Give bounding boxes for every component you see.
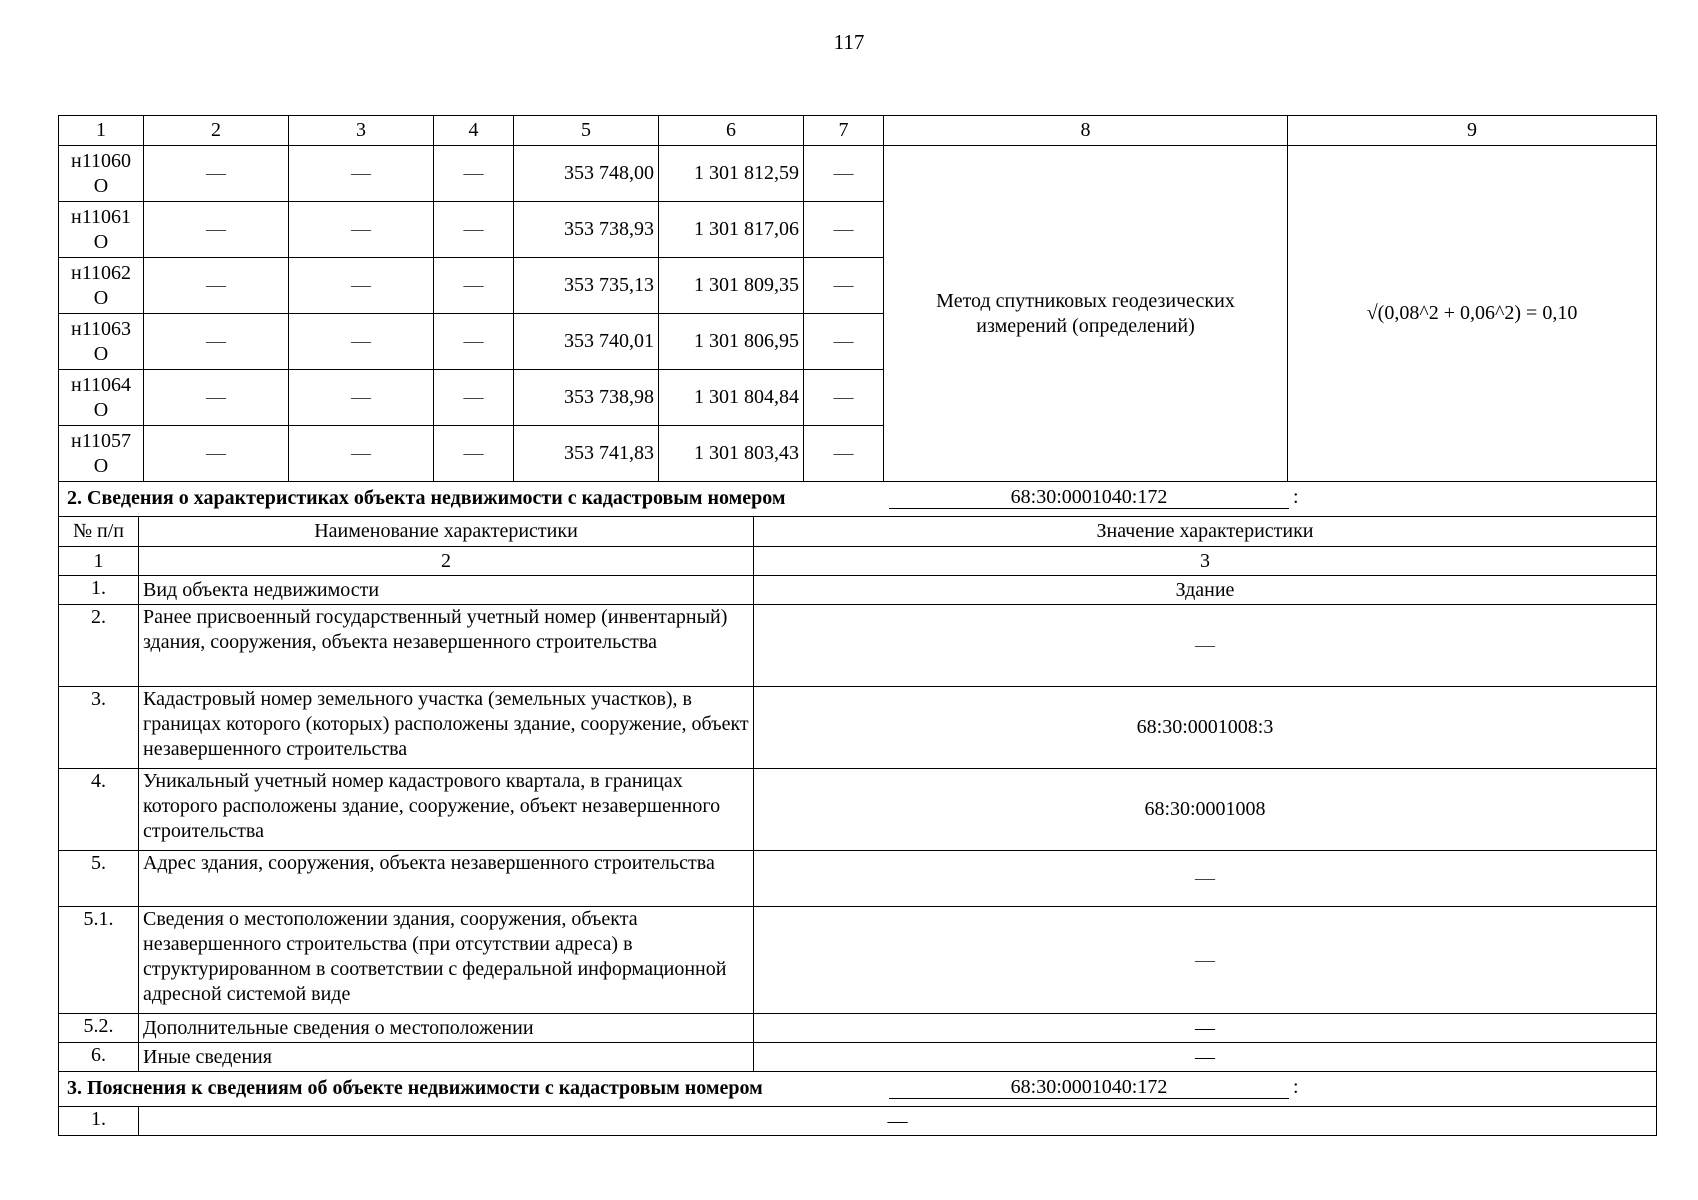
section-2-header bbox=[59, 482, 1657, 517]
coord-y: 1 301 817,06 bbox=[659, 202, 804, 258]
point-name: н11057 О bbox=[59, 426, 144, 482]
table-row bbox=[59, 907, 1657, 1014]
col-number: 1 bbox=[59, 547, 139, 576]
cell-value: — bbox=[434, 370, 514, 426]
characteristic-name: Ранее присвоенный государственный учетный номер (инвентарный) здания, сооружения, объекта незавершенного строительства bbox=[139, 605, 754, 687]
table-row bbox=[59, 851, 1657, 907]
cell-value: — bbox=[289, 258, 434, 314]
row-number: 6. bbox=[59, 1043, 139, 1072]
characteristic-name: Адрес здания, сооружения, объекта незавершенного строительства bbox=[139, 851, 754, 907]
cell-value: — bbox=[144, 370, 289, 426]
cell-value: — bbox=[804, 146, 884, 202]
coord-x: 353 740,01 bbox=[514, 314, 659, 370]
col-header: 1 bbox=[59, 116, 144, 146]
point-name: н11061 О bbox=[59, 202, 144, 258]
row-number: 2. bbox=[59, 605, 139, 687]
table-row bbox=[59, 146, 1657, 202]
col-header: 5 bbox=[514, 116, 659, 146]
col-header: 6 bbox=[659, 116, 804, 146]
cell-value: — bbox=[804, 370, 884, 426]
table-row bbox=[59, 576, 1657, 605]
section-3-header-row bbox=[59, 1072, 1657, 1107]
page-number: 117 bbox=[833, 30, 865, 54]
row-number: 5.2. bbox=[59, 1014, 139, 1043]
cell-value: — bbox=[804, 426, 884, 482]
row-number: 1. bbox=[59, 576, 139, 605]
coord-x: 353 748,00 bbox=[514, 146, 659, 202]
section-2-colon: : bbox=[1293, 486, 1299, 508]
cell-value: — bbox=[144, 314, 289, 370]
col-header: 3 bbox=[289, 116, 434, 146]
coords-header-row bbox=[59, 116, 1657, 146]
characteristics-table bbox=[58, 481, 1657, 1136]
cell-value: — bbox=[144, 426, 289, 482]
cell-value: — bbox=[804, 314, 884, 370]
section-2-title: 2. Сведения о характеристиках объекта недвижимости с кадастровым номером bbox=[67, 487, 786, 509]
col-numbers-row bbox=[59, 547, 1657, 576]
characteristic-name: Дополнительные сведения о местоположении bbox=[139, 1014, 754, 1043]
cell-value: — bbox=[434, 314, 514, 370]
cell-value: — bbox=[289, 202, 434, 258]
section-2-cadastral-number: 68:30:0001040:172 bbox=[889, 486, 1289, 509]
characteristic-name: Сведения о местоположении здания, сооружения, объекта незавершенного строительства (при отсутствии адреса) в структурированном в соответствии с федеральной информационной адресной системой виде bbox=[139, 907, 754, 1014]
col-header: № п/п bbox=[59, 517, 139, 547]
characteristic-value: — bbox=[754, 605, 1657, 687]
table-row bbox=[59, 605, 1657, 687]
point-name: н11064 О bbox=[59, 370, 144, 426]
section-2-header-row bbox=[59, 482, 1657, 517]
section-3-title: 3. Пояснения к сведениям об объекте недвижимости с кадастровым номером bbox=[67, 1077, 763, 1099]
col-header: 8 bbox=[884, 116, 1288, 146]
characteristic-value: 68:30:0001008:3 bbox=[754, 687, 1657, 769]
col-headers-row bbox=[59, 517, 1657, 547]
col-header: 9 bbox=[1288, 116, 1657, 146]
cell-value: — bbox=[804, 202, 884, 258]
characteristic-value: — bbox=[754, 1014, 1657, 1043]
characteristic-name: Кадастровый номер земельного участка (земельных участков), в границах которого (которых) расположены здание, сооружение, объект незавершенного строительства bbox=[139, 687, 754, 769]
table-row bbox=[59, 769, 1657, 851]
coord-y: 1 301 804,84 bbox=[659, 370, 804, 426]
coord-x: 353 735,13 bbox=[514, 258, 659, 314]
coord-y: 1 301 806,95 bbox=[659, 314, 804, 370]
row-number: 3. bbox=[59, 687, 139, 769]
row-number: 1. bbox=[59, 1107, 139, 1136]
col-header: 7 bbox=[804, 116, 884, 146]
section-3-colon: : bbox=[1293, 1076, 1299, 1098]
section-3-header bbox=[59, 1072, 1657, 1107]
coord-y: 1 301 809,35 bbox=[659, 258, 804, 314]
characteristic-value: Здание bbox=[754, 576, 1657, 605]
cell-value: — bbox=[144, 258, 289, 314]
cell-value: — bbox=[144, 202, 289, 258]
coord-x: 353 738,93 bbox=[514, 202, 659, 258]
coord-y: 1 301 803,43 bbox=[659, 426, 804, 482]
col-header: Наименование характеристики bbox=[139, 517, 754, 547]
cell-value: — bbox=[289, 370, 434, 426]
cell-value: — bbox=[289, 426, 434, 482]
cell-value: — bbox=[289, 146, 434, 202]
table-row bbox=[59, 1043, 1657, 1072]
row-number: 5. bbox=[59, 851, 139, 907]
col-number: 2 bbox=[139, 547, 754, 576]
explanation-value: — bbox=[139, 1107, 1657, 1136]
cell-value: — bbox=[434, 202, 514, 258]
col-header: 4 bbox=[434, 116, 514, 146]
cell-value: — bbox=[289, 314, 434, 370]
cell-value: — bbox=[144, 146, 289, 202]
method-cell: Метод спутниковых геодезических измерений (определений) bbox=[884, 146, 1288, 482]
coord-x: 353 738,98 bbox=[514, 370, 659, 426]
cell-value: — bbox=[434, 258, 514, 314]
section-3-cadastral-number: 68:30:0001040:172 bbox=[889, 1076, 1289, 1099]
row-number: 4. bbox=[59, 769, 139, 851]
col-number: 3 bbox=[754, 547, 1657, 576]
point-name: н11062 О bbox=[59, 258, 144, 314]
coordinates-table bbox=[58, 115, 1657, 482]
point-name: н11060 О bbox=[59, 146, 144, 202]
characteristic-value: — bbox=[754, 907, 1657, 1014]
row-number: 5.1. bbox=[59, 907, 139, 1014]
col-header: 2 bbox=[144, 116, 289, 146]
col-header: Значение характеристики bbox=[754, 517, 1657, 547]
formula-cell: √(0,08^2 + 0,06^2) = 0,10 bbox=[1288, 146, 1657, 482]
characteristic-name: Вид объекта недвижимости bbox=[139, 576, 754, 605]
characteristic-value: 68:30:0001008 bbox=[754, 769, 1657, 851]
coord-x: 353 741,83 bbox=[514, 426, 659, 482]
cell-value: — bbox=[434, 426, 514, 482]
characteristic-value: — bbox=[754, 1043, 1657, 1072]
point-name: н11063 О bbox=[59, 314, 144, 370]
table-row bbox=[59, 1107, 1657, 1136]
cell-value: — bbox=[804, 258, 884, 314]
coord-y: 1 301 812,59 bbox=[659, 146, 804, 202]
characteristic-value: — bbox=[754, 851, 1657, 907]
table-row bbox=[59, 1014, 1657, 1043]
cell-value: — bbox=[434, 146, 514, 202]
table-row bbox=[59, 687, 1657, 769]
characteristic-name: Уникальный учетный номер кадастрового квартала, в границах которого расположены здание, сооружение, объект незавершенного строительства bbox=[139, 769, 754, 851]
characteristic-name: Иные сведения bbox=[139, 1043, 754, 1072]
